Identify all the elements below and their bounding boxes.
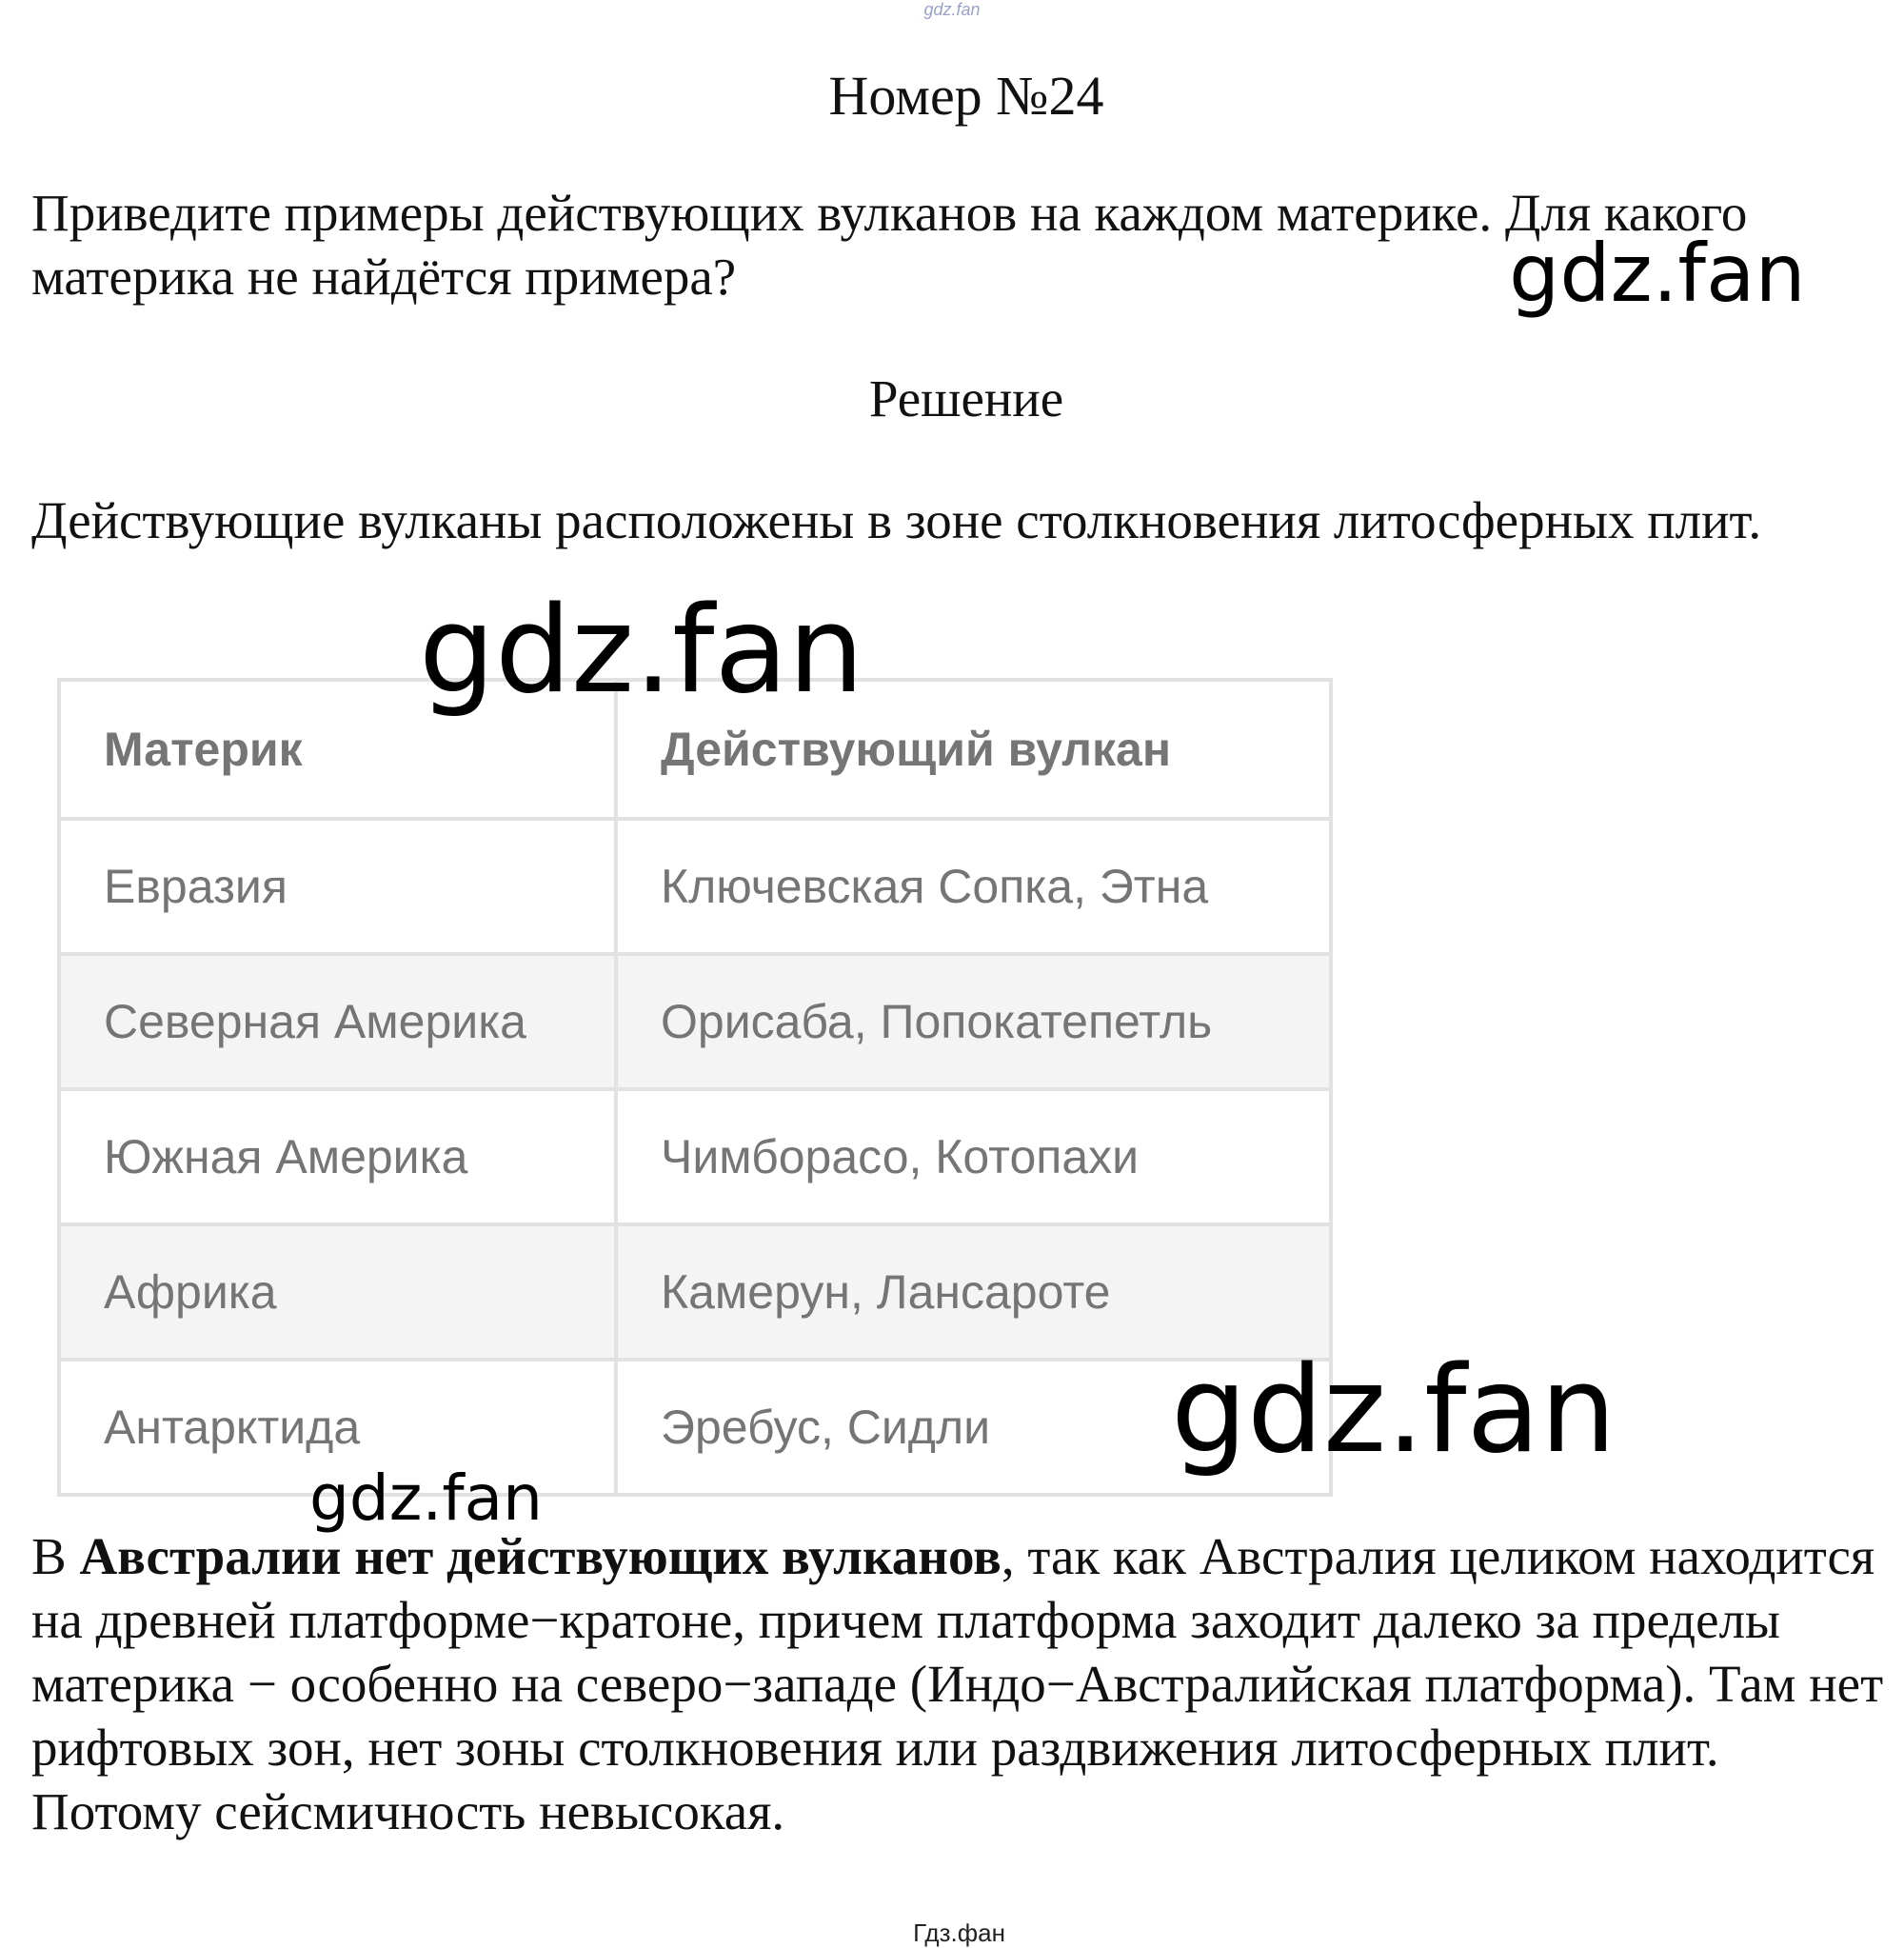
table-row [59, 1224, 1331, 1360]
table-row [59, 1360, 1331, 1495]
continent-cell: Антарктида [59, 1360, 616, 1495]
watermark: gdz.fan [1171, 1340, 1616, 1480]
conclusion-emphasis: Австралии нет действующих вулканов [79, 1527, 1002, 1585]
volcano-cell: Орисаба, Попокатепетль [616, 954, 1331, 1089]
volcano-table [57, 678, 1333, 1497]
continent-cell: Африка [59, 1224, 616, 1360]
conclusion-text [31, 1524, 1888, 1843]
volcano-cell: Камерун, Лансароте [616, 1224, 1331, 1360]
footer-watermark: Гдз.фан [913, 1918, 1005, 1947]
watermark: gdz.fan [419, 580, 864, 720]
table-row [59, 1089, 1331, 1224]
top-watermark: gdz.fan [923, 0, 981, 19]
volcano-cell: Эребус, Сидли [616, 1360, 1331, 1495]
continent-cell: Северная Америка [59, 954, 616, 1089]
intro-text: Действующие вулканы расположены в зоне столкновения литосферных плит. [31, 491, 1762, 549]
page-title: Номер №24 [828, 65, 1104, 127]
volcano-cell: Чимборасо, Котопахи [616, 1089, 1331, 1224]
conclusion-rest: , так как Австралия целиком находится на древней платформе−кратоне, причем платформа заходит далеко за пределы материка − особенно на северо−западе (Индо−Австралийская платформа). Там нет рифтовых зон, нет зоны столкновения или раздвижения литосферных плит. Потому сейсмичность невысокая. [31, 1527, 1884, 1840]
header-volcano: Действующий вулкан [616, 680, 1331, 819]
conclusion-prefix: В [31, 1527, 80, 1585]
continent-cell: Южная Америка [59, 1089, 616, 1224]
table-row [59, 954, 1331, 1089]
watermark: gdz.fan [1509, 227, 1806, 320]
volcano-cell: Ключевская Сопка, Этна [616, 819, 1331, 954]
watermark: gdz.fan [309, 1461, 543, 1535]
question-text: Приведите примеры действующих вулканов на каждом материке. Для какого материка не найдётся примера? [31, 184, 1748, 306]
table-row [59, 819, 1331, 954]
continent-cell: Евразия [59, 819, 616, 954]
header-continent: Материк [59, 680, 616, 819]
solution-heading: Решение [868, 369, 1064, 427]
